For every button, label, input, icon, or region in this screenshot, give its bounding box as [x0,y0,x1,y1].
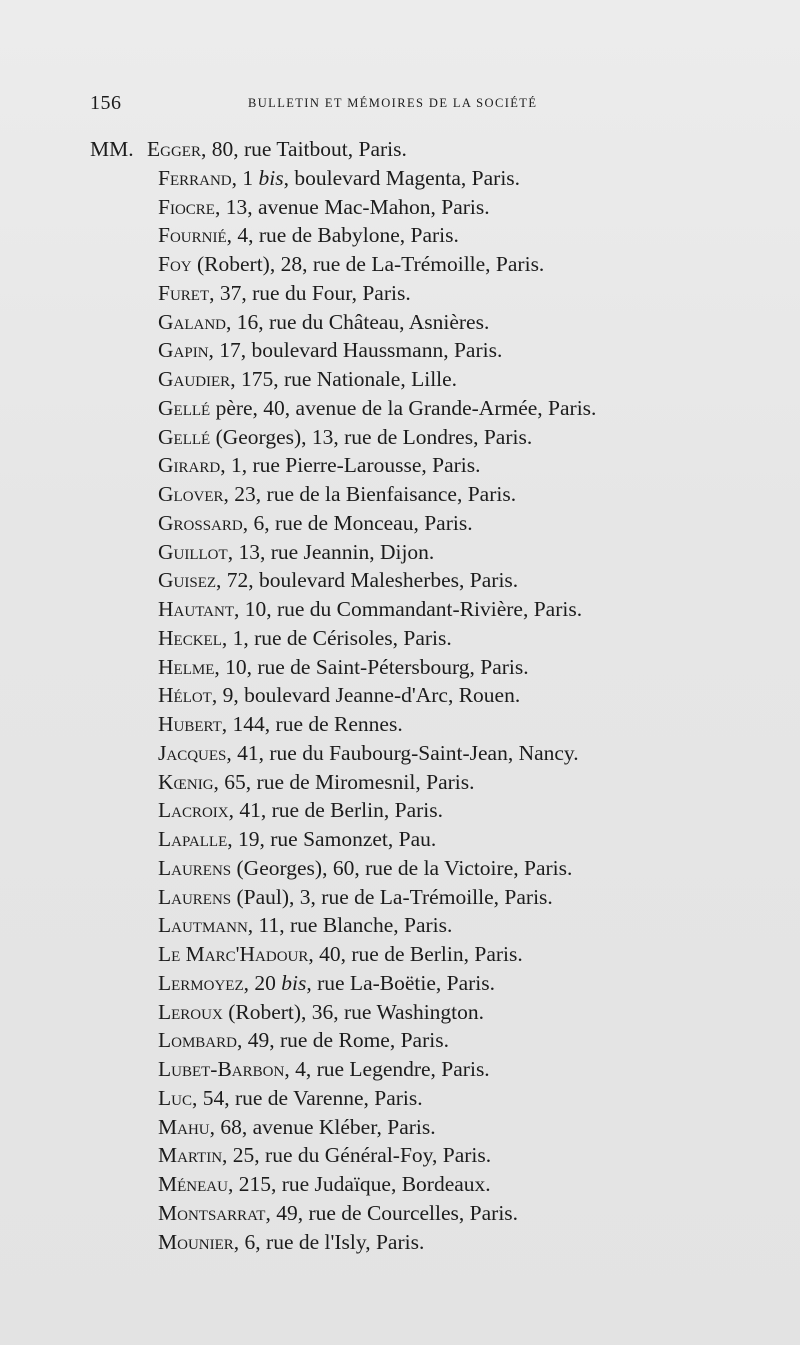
list-item [0,681,800,710]
member-address: , 41, rue de Berlin, Paris. [228,798,444,823]
member-name: Lermoyez [158,970,244,995]
member-address: , 40, rue de Berlin, Paris. [308,942,523,966]
member-name: Lubet-Barbon [158,1057,285,1081]
member-name: Gellé [158,424,211,449]
member-address: (Paul), 3, rue de La-Trémoille, Paris. [231,884,553,909]
member-name: Gellé [158,395,211,420]
list-item [0,164,800,193]
list-item [0,854,800,883]
member-name: Helme [158,654,215,679]
member-name: Guillot [158,539,228,564]
member-address: (Georges), 60, rue de la Victoire, Paris. [231,855,573,880]
member-address: , 13, rue Jeannin, Dijon. [227,539,435,564]
member-name: Jacques [158,740,227,765]
member-address: , 9, boulevard Jeanne-d'Arc, Rouen. [211,683,521,708]
member-address: , 41, rue du Faubourg-Saint-Jean, Nancy. [226,740,579,765]
member-address: , 144, rue de Rennes. [221,712,403,736]
list-item [0,451,800,480]
list-item [0,825,800,854]
member-name: Furet [158,280,210,305]
member-name: Girard [158,453,221,478]
list-item [0,1055,800,1084]
member-address: , 23, rue de la Bienfaisance, Paris. [223,482,517,506]
member-address: , 72, boulevard Malesherbes, Paris. [216,568,519,593]
list-item [0,423,800,452]
member-address: , 20 bis, rue La-Boëtie, Paris. [243,970,496,995]
member-address: , 17, boulevard Haussmann, Paris. [208,338,503,363]
member-name: Grossard [158,510,243,535]
member-name: Lombard [158,1028,237,1053]
member-address: , 1 bis, boulevard Magenta, Paris. [231,165,521,190]
member-address: , 49, rue de Rome, Paris. [236,1028,449,1053]
page-header [0,92,800,118]
member-name: Ferrand [158,165,232,190]
member-address: , 1, rue Pierre-Larousse, Paris. [220,453,481,478]
member-address: , 16, rue du Château, Asnières. [226,309,490,334]
member-name: Hubert [158,712,222,736]
list-item [0,135,800,164]
member-name: Le Marc'Hadour [158,942,309,966]
member-address: , 65, rue de Miromesnil, Paris. [213,769,475,794]
member-name: Hautant [158,597,234,621]
member-address: , 37, rue du Four, Paris. [209,280,411,305]
member-address: , 13, avenue Mac-Mahon, Paris. [214,194,490,219]
list-prefix: MM. [90,137,134,161]
list-item [0,796,800,825]
member-name: Guisez [158,568,217,593]
list-item [0,739,800,768]
list-item [0,911,800,940]
list-item [0,193,800,222]
list-item [0,365,800,394]
member-address: (Georges), 13, rue de Londres, Paris. [210,424,533,449]
member-address: (Robert), 36, rue Washington. [222,999,485,1024]
list-item [0,768,800,797]
member-name: Glover [158,482,224,506]
member-name: Heckel [158,625,222,650]
running-title: BULLETIN ET MÉMOIRES DE LA SOCIÉTÉ [248,96,538,110]
member-address: , 4, rue de Babylone, Paris. [226,223,459,248]
member-name: Gaudier [158,367,231,391]
member-name: Lacroix [158,798,229,823]
member-name: Martin [158,1143,223,1168]
list-item [0,308,800,337]
member-name: Kœnig [158,769,214,794]
member-name: Galand [158,309,227,334]
list-item [0,566,800,595]
member-address: , 10, rue de Saint-Pétersbourg, Paris. [214,654,529,679]
list-item [0,1141,800,1170]
member-name: Hélot [158,683,212,708]
list-item [0,1113,800,1142]
member-address: , 68, avenue Kléber, Paris. [209,1114,436,1139]
member-address: , 6, rue de l'Isly, Paris. [233,1229,425,1254]
member-name: Mahu [158,1114,210,1139]
member-address: , 80, rue Taitbout, Paris. [200,137,407,161]
list-item [0,221,800,250]
member-name: Fournié [158,223,227,248]
member-address: , 4, rue Legendre, Paris. [284,1057,490,1081]
list-item [0,998,800,1027]
member-name: Mounier [158,1229,234,1254]
member-list [0,135,800,1256]
list-item [0,480,800,509]
member-name: Egger [147,137,201,161]
list-item [0,710,800,739]
member-address: , 10, rue du Commandant-Rivière, Paris. [233,597,583,621]
list-item [0,336,800,365]
list-item [0,595,800,624]
member-address: , 11, rue Blanche, Paris. [247,913,453,938]
member-name: Leroux [158,999,223,1024]
list-item [0,509,800,538]
member-name: Laurens [158,855,232,880]
member-address: , 6, rue de Monceau, Paris. [242,510,473,535]
member-address: (Robert), 28, rue de La-Trémoille, Paris. [191,252,545,276]
member-name: Montsarrat [158,1200,266,1225]
list-item [0,883,800,912]
member-address: , 19, rue Samonzet, Pau. [227,827,437,851]
member-address: , 49, rue de Courcelles, Paris. [265,1200,519,1225]
list-item [0,653,800,682]
member-name: Lapalle [158,827,228,851]
member-name: Foy [158,252,192,276]
member-name: Gapin [158,338,209,363]
member-name: Lautmann [158,913,248,938]
member-address: , 1, rue de Cérisoles, Paris. [221,625,452,650]
list-item [0,1170,800,1199]
member-name: Laurens [158,884,232,909]
member-address: , 215, rue Judaïque, Bordeaux. [227,1172,491,1196]
list-item [0,250,800,279]
member-name: Méneau [158,1172,228,1196]
member-name: Luc [158,1085,192,1110]
list-item [0,624,800,653]
member-name: Fiocre [158,194,215,219]
list-item [0,1228,800,1257]
member-address: père, 40, avenue de la Grande-Armée, Paris. [210,395,597,420]
list-item [0,1199,800,1228]
list-item [0,279,800,308]
list-item [0,940,800,969]
list-item [0,1084,800,1113]
page-number: 156 [90,92,122,114]
member-address: , 175, rue Nationale, Lille. [230,367,458,391]
list-item [0,969,800,998]
member-address: , 25, rue du Général-Foy, Paris. [222,1143,492,1168]
member-address: , 54, rue de Varenne, Paris. [191,1085,423,1110]
list-item [0,1026,800,1055]
list-item [0,394,800,423]
list-item [0,538,800,567]
